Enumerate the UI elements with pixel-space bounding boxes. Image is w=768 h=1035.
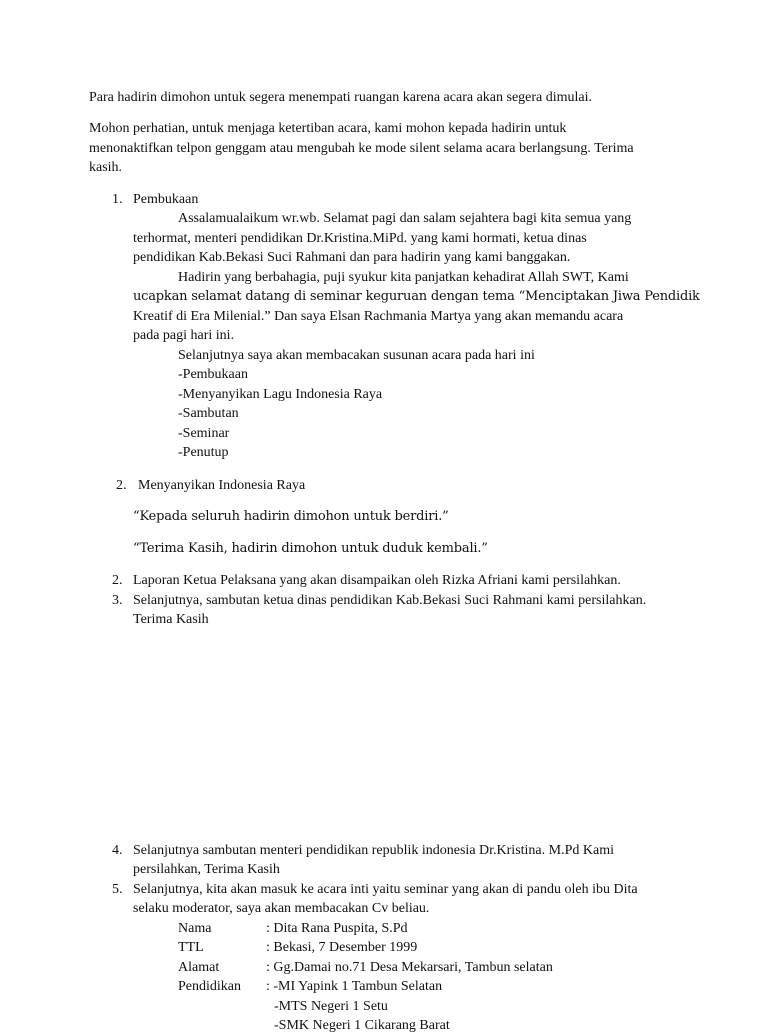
agenda-item: -Penutup bbox=[178, 445, 229, 460]
body-line: Hadirin yang berbahagia, puji syukur kita panjatkan kehadirat Allah SWT, Kami bbox=[178, 270, 629, 285]
cv-value-pendidikan: : -MI Yapink 1 Tambun Selatan bbox=[266, 979, 443, 994]
cv-value-alamat: : Gg.Damai no.71 Desa Mekarsari, Tambun selatan bbox=[266, 960, 553, 975]
body-line: Laporan Ketua Pelaksana yang akan disampaikan oleh Rizka Afriani kami persilahkan. bbox=[133, 573, 621, 588]
quote-line: “Kepada seluruh hadirin dimohon untuk berdiri.” bbox=[133, 509, 449, 524]
intro-paragraph-2-line-1: Mohon perhatian, untuk menjaga ketertiban acara, kami mohon kepada hadirin untuk bbox=[89, 121, 567, 136]
list-number: 1. bbox=[112, 192, 123, 207]
intro-paragraph-1: Para hadirin dimohon untuk segera menempati ruangan karena acara akan segera dimulai. bbox=[89, 90, 593, 105]
quote-line: “Terima Kasih, hadirin dimohon untuk duduk kembali.” bbox=[133, 541, 488, 556]
intro-paragraph-2-line-3: kasih. bbox=[89, 160, 123, 175]
list-number: 4. bbox=[112, 843, 123, 858]
section-title-indonesia-raya: Menyanyikan Indonesia Raya bbox=[138, 478, 306, 493]
list-number: 3. bbox=[112, 593, 123, 608]
intro-paragraph-2-line-2: menonaktifkan telpon genggam atau mengubah ke mode silent selama acara berlangsung. Terima bbox=[89, 141, 634, 156]
body-line: pada pagi hari ini. bbox=[133, 328, 235, 343]
body-line: ucapkan selamat datang di seminar keguruan dengan tema “Menciptakan Jiwa Pendidik bbox=[133, 289, 700, 304]
cv-label-alamat: Alamat bbox=[178, 960, 220, 975]
body-line: Selanjutnya sambutan menteri pendidikan republik indonesia Dr.Kristina. M.Pd Kami bbox=[133, 843, 614, 858]
body-line: terhormat, menteri pendidikan Dr.Kristina.MiPd. yang kami hormati, ketua dinas bbox=[133, 231, 587, 246]
agenda-item: -Menyanyikan Lagu Indonesia Raya bbox=[178, 387, 383, 402]
body-line: Selanjutnya saya akan membacakan susunan acara pada hari ini bbox=[178, 348, 535, 363]
cv-label-ttl: TTL bbox=[178, 940, 204, 955]
cv-label-pendidikan: Pendidikan bbox=[178, 979, 241, 994]
body-line: selaku moderator, saya akan membacakan Cv beliau. bbox=[133, 901, 430, 916]
list-number: 2. bbox=[116, 478, 127, 493]
agenda-item: -Pembukaan bbox=[178, 367, 248, 382]
cv-value-pendidikan: -SMK Negeri 1 Cikarang Barat bbox=[274, 1018, 450, 1033]
list-number: 2. bbox=[112, 573, 123, 588]
section-title-pembukaan: Pembukaan bbox=[133, 192, 199, 207]
body-line: Selanjutnya, kita akan masuk ke acara inti yaitu seminar yang akan di pandu oleh ibu Dita bbox=[133, 882, 638, 897]
body-line: Assalamualaikum wr.wb. Selamat pagi dan salam sejahtera bagi kita semua yang bbox=[178, 211, 632, 226]
body-line: Terima Kasih bbox=[133, 612, 209, 627]
cv-value-ttl: : Bekasi, 7 Desember 1999 bbox=[266, 940, 418, 955]
body-line: Kreatif di Era Milenial.” Dan saya Elsan Rachmania Martya yang akan memandu acara bbox=[133, 309, 624, 324]
cv-value-pendidikan: -MTS Negeri 1 Setu bbox=[274, 999, 388, 1014]
body-line: Selanjutnya, sambutan ketua dinas pendidikan Kab.Bekasi Suci Rahmani kami persilahkan. bbox=[133, 593, 647, 608]
body-line: persilahkan, Terima Kasih bbox=[133, 862, 280, 877]
agenda-item: -Seminar bbox=[178, 426, 230, 441]
cv-label-nama: Nama bbox=[178, 921, 212, 936]
cv-value-nama: : Dita Rana Puspita, S.Pd bbox=[266, 921, 408, 936]
body-line: pendidikan Kab.Bekasi Suci Rahmani dan para hadirin yang kami banggakan. bbox=[133, 250, 571, 265]
list-number: 5. bbox=[112, 882, 123, 897]
agenda-item: -Sambutan bbox=[178, 406, 239, 421]
